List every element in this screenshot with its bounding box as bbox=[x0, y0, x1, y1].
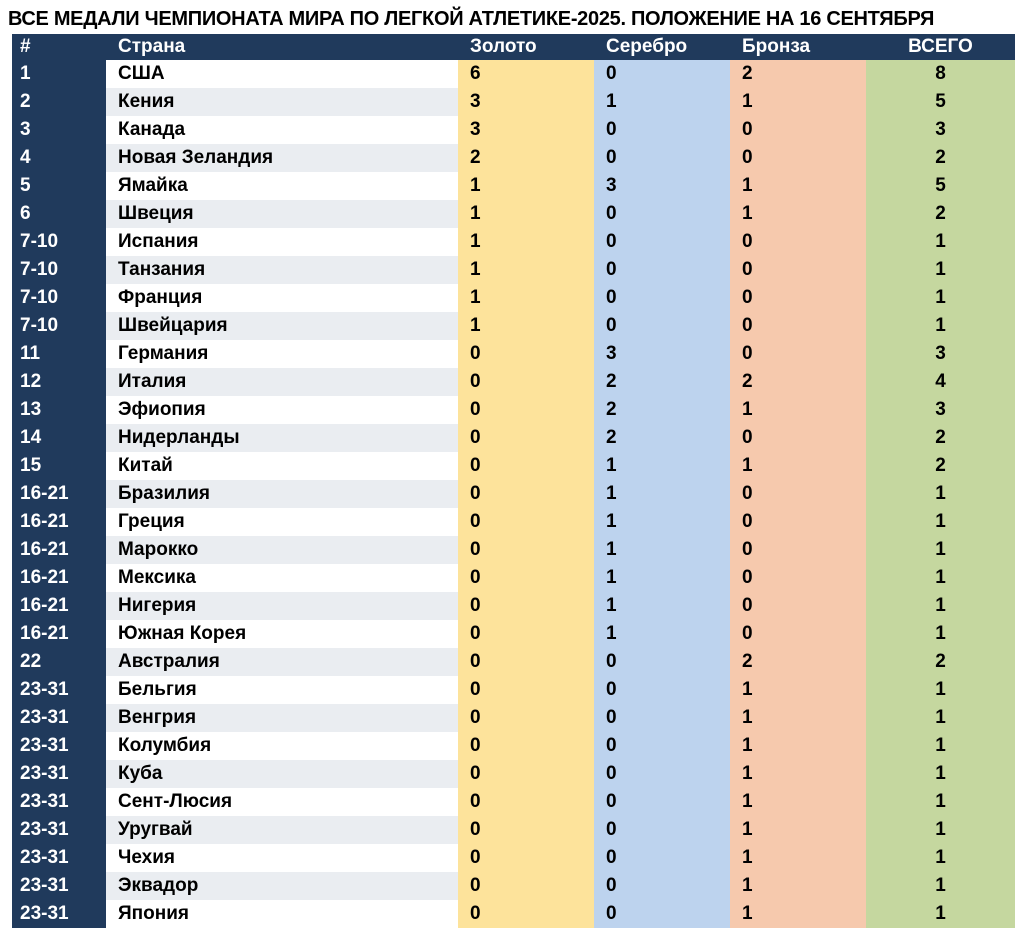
gold-count: 0 bbox=[458, 676, 594, 704]
bronze-count: 0 bbox=[730, 480, 866, 508]
bronze-count: 1 bbox=[730, 704, 866, 732]
total-count: 2 bbox=[866, 144, 1015, 172]
table-row bbox=[12, 256, 1015, 284]
table-row bbox=[12, 844, 1015, 872]
page-title: ВСЕ МЕДАЛИ ЧЕМПИОНАТА МИРА ПО ЛЕГКОЙ АТЛЕТИКЕ-2025. ПОЛОЖЕНИЕ НА 16 СЕНТЯБРЯ bbox=[8, 8, 935, 30]
table-row bbox=[12, 788, 1015, 816]
total-count: 8 bbox=[866, 60, 1015, 88]
gold-count: 1 bbox=[458, 228, 594, 256]
bronze-count: 1 bbox=[730, 900, 866, 928]
silver-count: 0 bbox=[594, 704, 730, 732]
gold-count: 0 bbox=[458, 620, 594, 648]
rank-cell: 2 bbox=[12, 88, 106, 116]
gold-count: 0 bbox=[458, 648, 594, 676]
gold-count: 0 bbox=[458, 592, 594, 620]
gold-count: 1 bbox=[458, 172, 594, 200]
total-count: 5 bbox=[866, 88, 1015, 116]
country-cell: Мексика bbox=[106, 564, 458, 592]
total-count: 1 bbox=[866, 704, 1015, 732]
total-count: 1 bbox=[866, 760, 1015, 788]
gold-count: 1 bbox=[458, 200, 594, 228]
rank-cell: 7-10 bbox=[12, 312, 106, 340]
gold-count: 0 bbox=[458, 732, 594, 760]
rank-cell: 7-10 bbox=[12, 284, 106, 312]
table-row bbox=[12, 592, 1015, 620]
total-count: 1 bbox=[866, 256, 1015, 284]
gold-count: 0 bbox=[458, 788, 594, 816]
table-row bbox=[12, 116, 1015, 144]
gold-count: 1 bbox=[458, 312, 594, 340]
bronze-count: 0 bbox=[730, 340, 866, 368]
silver-count: 0 bbox=[594, 816, 730, 844]
country-cell: Чехия bbox=[106, 844, 458, 872]
rank-cell: 23-31 bbox=[12, 676, 106, 704]
total-count: 1 bbox=[866, 872, 1015, 900]
silver-count: 0 bbox=[594, 200, 730, 228]
country-cell: Кения bbox=[106, 88, 458, 116]
table-row bbox=[12, 816, 1015, 844]
table-row bbox=[12, 284, 1015, 312]
bronze-count: 0 bbox=[730, 424, 866, 452]
country-cell: Нидерланды bbox=[106, 424, 458, 452]
bronze-count: 1 bbox=[730, 760, 866, 788]
bronze-count: 0 bbox=[730, 536, 866, 564]
table-row bbox=[12, 536, 1015, 564]
gold-count: 0 bbox=[458, 396, 594, 424]
gold-count: 0 bbox=[458, 760, 594, 788]
silver-count: 0 bbox=[594, 60, 730, 88]
table-row bbox=[12, 396, 1015, 424]
gold-count: 1 bbox=[458, 284, 594, 312]
rank-cell: 1 bbox=[12, 60, 106, 88]
gold-count: 0 bbox=[458, 508, 594, 536]
silver-count: 1 bbox=[594, 564, 730, 592]
silver-count: 1 bbox=[594, 536, 730, 564]
rank-cell: 14 bbox=[12, 424, 106, 452]
table-row bbox=[12, 312, 1015, 340]
table-row bbox=[12, 452, 1015, 480]
table-row bbox=[12, 760, 1015, 788]
country-cell: Франция bbox=[106, 284, 458, 312]
silver-count: 0 bbox=[594, 144, 730, 172]
gold-count: 1 bbox=[458, 256, 594, 284]
bronze-count: 0 bbox=[730, 284, 866, 312]
rank-cell: 3 bbox=[12, 116, 106, 144]
table-row bbox=[12, 424, 1015, 452]
total-count: 1 bbox=[866, 284, 1015, 312]
rank-cell: 22 bbox=[12, 648, 106, 676]
country-cell: Австралия bbox=[106, 648, 458, 676]
total-count: 2 bbox=[866, 424, 1015, 452]
header-bronze: Бронза bbox=[730, 34, 866, 60]
total-count: 2 bbox=[866, 452, 1015, 480]
gold-count: 3 bbox=[458, 116, 594, 144]
rank-cell: 16-21 bbox=[12, 592, 106, 620]
total-count: 1 bbox=[866, 564, 1015, 592]
country-cell: Эфиопия bbox=[106, 396, 458, 424]
total-count: 1 bbox=[866, 788, 1015, 816]
silver-count: 1 bbox=[594, 620, 730, 648]
rank-cell: 4 bbox=[12, 144, 106, 172]
medal-table bbox=[12, 34, 1015, 928]
gold-count: 0 bbox=[458, 424, 594, 452]
rank-cell: 23-31 bbox=[12, 872, 106, 900]
silver-count: 1 bbox=[594, 452, 730, 480]
bronze-count: 0 bbox=[730, 228, 866, 256]
gold-count: 2 bbox=[458, 144, 594, 172]
total-count: 1 bbox=[866, 844, 1015, 872]
silver-count: 0 bbox=[594, 228, 730, 256]
silver-count: 0 bbox=[594, 116, 730, 144]
table-row bbox=[12, 60, 1015, 88]
rank-cell: 23-31 bbox=[12, 788, 106, 816]
rank-cell: 7-10 bbox=[12, 228, 106, 256]
country-cell: Новая Зеландия bbox=[106, 144, 458, 172]
gold-count: 0 bbox=[458, 368, 594, 396]
table-row bbox=[12, 564, 1015, 592]
header-silver: Серебро bbox=[594, 34, 730, 60]
silver-count: 0 bbox=[594, 760, 730, 788]
rank-cell: 23-31 bbox=[12, 732, 106, 760]
total-count: 1 bbox=[866, 536, 1015, 564]
gold-count: 0 bbox=[458, 900, 594, 928]
gold-count: 6 bbox=[458, 60, 594, 88]
rank-cell: 16-21 bbox=[12, 564, 106, 592]
table-row bbox=[12, 200, 1015, 228]
country-cell: Марокко bbox=[106, 536, 458, 564]
gold-count: 0 bbox=[458, 340, 594, 368]
total-count: 1 bbox=[866, 816, 1015, 844]
header-gold: Золото bbox=[458, 34, 594, 60]
gold-count: 0 bbox=[458, 564, 594, 592]
gold-count: 0 bbox=[458, 536, 594, 564]
country-cell: Германия bbox=[106, 340, 458, 368]
table-row bbox=[12, 144, 1015, 172]
header-rank: # bbox=[12, 34, 106, 60]
country-cell: Уругвай bbox=[106, 816, 458, 844]
silver-count: 0 bbox=[594, 872, 730, 900]
header-row bbox=[12, 34, 1015, 60]
country-cell: Сент-Люсия bbox=[106, 788, 458, 816]
total-count: 1 bbox=[866, 676, 1015, 704]
bronze-count: 1 bbox=[730, 88, 866, 116]
country-cell: Китай bbox=[106, 452, 458, 480]
bronze-count: 0 bbox=[730, 116, 866, 144]
country-cell: Куба bbox=[106, 760, 458, 788]
rank-cell: 16-21 bbox=[12, 508, 106, 536]
silver-count: 0 bbox=[594, 256, 730, 284]
rank-cell: 16-21 bbox=[12, 620, 106, 648]
silver-count: 2 bbox=[594, 368, 730, 396]
total-count: 2 bbox=[866, 648, 1015, 676]
silver-count: 1 bbox=[594, 88, 730, 116]
bronze-count: 2 bbox=[730, 60, 866, 88]
country-cell: Италия bbox=[106, 368, 458, 396]
table-row bbox=[12, 172, 1015, 200]
table-row bbox=[12, 340, 1015, 368]
silver-count: 1 bbox=[594, 480, 730, 508]
silver-count: 0 bbox=[594, 312, 730, 340]
country-cell: Венгрия bbox=[106, 704, 458, 732]
gold-count: 0 bbox=[458, 872, 594, 900]
silver-count: 0 bbox=[594, 788, 730, 816]
country-cell: Япония bbox=[106, 900, 458, 928]
rank-cell: 16-21 bbox=[12, 480, 106, 508]
country-cell: Нигерия bbox=[106, 592, 458, 620]
country-cell: Швеция bbox=[106, 200, 458, 228]
rank-cell: 16-21 bbox=[12, 536, 106, 564]
country-cell: Бразилия bbox=[106, 480, 458, 508]
silver-count: 0 bbox=[594, 900, 730, 928]
table-row bbox=[12, 704, 1015, 732]
bronze-count: 1 bbox=[730, 200, 866, 228]
table-row bbox=[12, 900, 1015, 928]
bronze-count: 1 bbox=[730, 816, 866, 844]
total-count: 3 bbox=[866, 396, 1015, 424]
header-total: ВСЕГО bbox=[866, 34, 1015, 60]
rank-cell: 23-31 bbox=[12, 816, 106, 844]
bronze-count: 1 bbox=[730, 732, 866, 760]
table-row bbox=[12, 88, 1015, 116]
country-cell: Испания bbox=[106, 228, 458, 256]
rank-cell: 12 bbox=[12, 368, 106, 396]
silver-count: 3 bbox=[594, 340, 730, 368]
bronze-count: 1 bbox=[730, 396, 866, 424]
total-count: 1 bbox=[866, 900, 1015, 928]
rank-cell: 11 bbox=[12, 340, 106, 368]
total-count: 5 bbox=[866, 172, 1015, 200]
country-cell: Южная Корея bbox=[106, 620, 458, 648]
bronze-count: 0 bbox=[730, 256, 866, 284]
rank-cell: 23-31 bbox=[12, 900, 106, 928]
country-cell: Греция bbox=[106, 508, 458, 536]
silver-count: 0 bbox=[594, 732, 730, 760]
rank-cell: 23-31 bbox=[12, 844, 106, 872]
country-cell: Швейцария bbox=[106, 312, 458, 340]
silver-count: 0 bbox=[594, 648, 730, 676]
table-row bbox=[12, 872, 1015, 900]
gold-count: 0 bbox=[458, 844, 594, 872]
header-country: Страна bbox=[106, 34, 458, 60]
silver-count: 1 bbox=[594, 508, 730, 536]
silver-count: 1 bbox=[594, 592, 730, 620]
total-count: 3 bbox=[866, 340, 1015, 368]
bronze-count: 0 bbox=[730, 620, 866, 648]
silver-count: 2 bbox=[594, 396, 730, 424]
country-cell: США bbox=[106, 60, 458, 88]
table-row bbox=[12, 732, 1015, 760]
gold-count: 0 bbox=[458, 816, 594, 844]
bronze-count: 1 bbox=[730, 788, 866, 816]
silver-count: 2 bbox=[594, 424, 730, 452]
table-row bbox=[12, 368, 1015, 396]
rank-cell: 23-31 bbox=[12, 704, 106, 732]
gold-count: 3 bbox=[458, 88, 594, 116]
rank-cell: 15 bbox=[12, 452, 106, 480]
rank-cell: 7-10 bbox=[12, 256, 106, 284]
total-count: 2 bbox=[866, 200, 1015, 228]
silver-count: 0 bbox=[594, 676, 730, 704]
bronze-count: 2 bbox=[730, 368, 866, 396]
total-count: 1 bbox=[866, 312, 1015, 340]
country-cell: Эквадор bbox=[106, 872, 458, 900]
total-count: 1 bbox=[866, 480, 1015, 508]
bronze-count: 1 bbox=[730, 844, 866, 872]
bronze-count: 0 bbox=[730, 312, 866, 340]
total-count: 1 bbox=[866, 508, 1015, 536]
table-row bbox=[12, 508, 1015, 536]
gold-count: 0 bbox=[458, 452, 594, 480]
table-row bbox=[12, 648, 1015, 676]
table-body bbox=[12, 60, 1015, 928]
country-cell: Бельгия bbox=[106, 676, 458, 704]
country-cell: Колумбия bbox=[106, 732, 458, 760]
silver-count: 0 bbox=[594, 844, 730, 872]
bronze-count: 0 bbox=[730, 508, 866, 536]
total-count: 1 bbox=[866, 228, 1015, 256]
silver-count: 0 bbox=[594, 284, 730, 312]
total-count: 4 bbox=[866, 368, 1015, 396]
bronze-count: 1 bbox=[730, 676, 866, 704]
rank-cell: 23-31 bbox=[12, 760, 106, 788]
bronze-count: 1 bbox=[730, 452, 866, 480]
table-row bbox=[12, 676, 1015, 704]
total-count: 3 bbox=[866, 116, 1015, 144]
table-row bbox=[12, 620, 1015, 648]
gold-count: 0 bbox=[458, 480, 594, 508]
rank-cell: 5 bbox=[12, 172, 106, 200]
bronze-count: 0 bbox=[730, 564, 866, 592]
bronze-count: 1 bbox=[730, 172, 866, 200]
total-count: 1 bbox=[866, 732, 1015, 760]
total-count: 1 bbox=[866, 620, 1015, 648]
bronze-count: 0 bbox=[730, 592, 866, 620]
country-cell: Канада bbox=[106, 116, 458, 144]
bronze-count: 2 bbox=[730, 648, 866, 676]
bronze-count: 0 bbox=[730, 144, 866, 172]
silver-count: 3 bbox=[594, 172, 730, 200]
rank-cell: 6 bbox=[12, 200, 106, 228]
country-cell: Ямайка bbox=[106, 172, 458, 200]
total-count: 1 bbox=[866, 592, 1015, 620]
country-cell: Танзания bbox=[106, 256, 458, 284]
table-row bbox=[12, 228, 1015, 256]
bronze-count: 1 bbox=[730, 872, 866, 900]
table-row bbox=[12, 480, 1015, 508]
rank-cell: 13 bbox=[12, 396, 106, 424]
gold-count: 0 bbox=[458, 704, 594, 732]
